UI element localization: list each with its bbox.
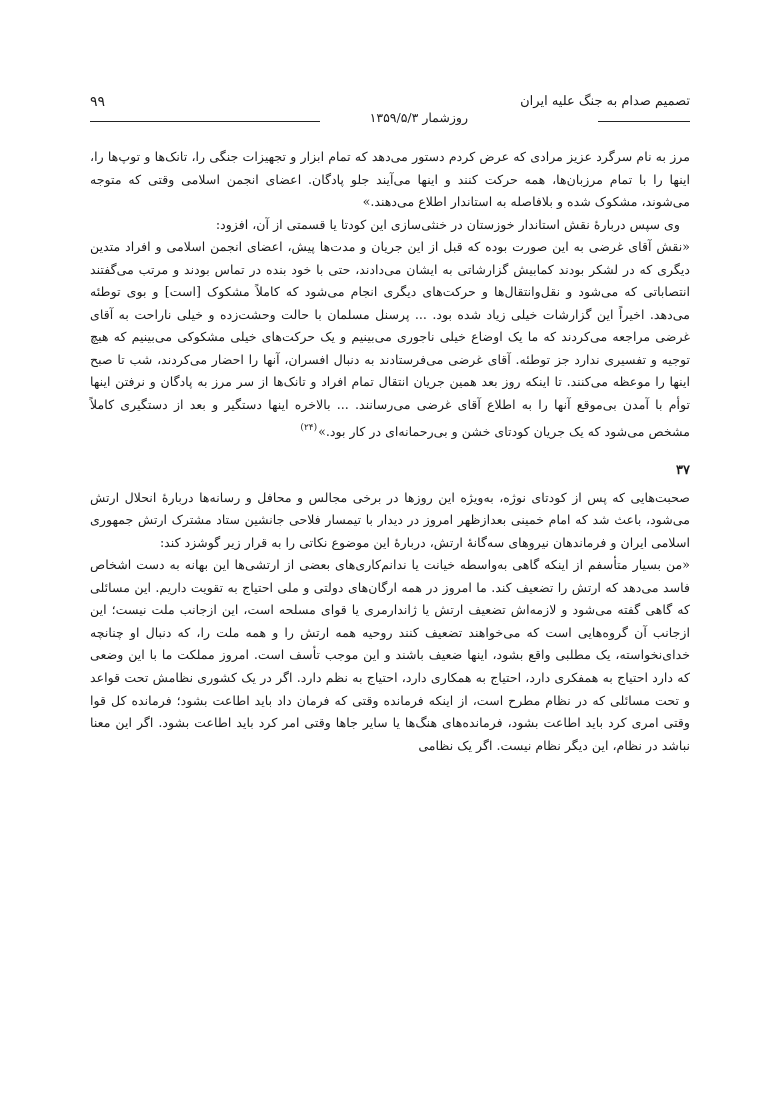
- header-rule: [90, 121, 320, 122]
- section-number: ۳۷: [676, 463, 690, 479]
- quote-paragraph: [90, 236, 690, 443]
- footnote-reference: (۲۴): [300, 422, 318, 433]
- paragraph: وی سپس دربارهٔ نقش استاندار خوزستان در خنثی‌سازی این کودتا یا قسمتی از آن، افزود:: [215, 216, 680, 232]
- header-rule-short: [598, 121, 690, 122]
- quote-paragraph: «من بسیار متأسفم از اینکه گاهی به‌واسطه خیانت یا ندانم‌کاری‌های بعضی از ارتشی‌ها این بهانه به دست اشخاص فاسد می‌دهد که ارتش را تضعیف کند. ما امروز در همه ارگان‌های دولتی و ملی احتیاج به تقویت داریم. این مسائلی که گاهی گفته می‌شود و لازمه‌اش تضعیف ارتش یا ژاندارمری یا قوای مسلحه است، این ازجانب ملت نیست؛ این ازجانب آن گروه‌هایی است که می‌خواهند تضعیف کنند روحیه همه ارتش را و همه ملت را، که دنبال او چنانچه خدای‌نخواسته، یک مطلبی واقع بشود، اینها ضعیف باشند و این موجب تأسف است. امروز مملکت ما با این وضعی که دارد احتیاج به همفکری دارد، احتیاج به همکاری دارد، احتیاج به نظم دارد. اگر در یک کشوری نظامش تحت قواعد و تحت مسائلی که در نظام مطرح است، از اینکه فرمانده وقتی که فرمان داد باید اطاعت بشود؛ فرمانده کل قوا وقتی امری کرد باید اطاعت بشود، فرمانده‌های هنگ‌ها یا سایر جاها وقتی امر کرد باید اطاعت بشود. اگر این معنا نباشد در نظام، این دیگر نظام نیست. اگر یک نظامی: [90, 557, 690, 753]
- running-head: [90, 94, 690, 124]
- page-number: ۹۹: [90, 94, 106, 110]
- paragraph: صحبت‌هایی که پس از کودتای نوژه، به‌ویژه این روزها در برخی مجالس و محافل و رسانه‌ها دربارهٔ انحلال ارتش می‌شود، باعث شد که امام خمینی بعدازظهر امروز در دیدار با تیمسار فلاحی جانشین ستاد مشترک ارتش جمهوری اسلامی ایران و فرماندهان نیروهای سه‌گانهٔ ارتش، دربارهٔ این موضوع نکاتی را به قرار زیر گوشزد کند:: [90, 489, 690, 550]
- paragraph: مرز به نام سرگرد عزیز مرادی که عرض کردم دستور می‌دهد که تمام ابزار و تجهیزات جنگی را، تانک‌ها و توپ‌ها را، اینها را با تمام مرزبان‌ها، همه حرکت کنند و اینها می‌آیند جلو پادگان. اعضای انجمن اسلامی وقتی که متوجه می‌شوند، مشکوک شده و بلافاصله به استاندار اطلاع می‌دهند.»: [90, 149, 690, 210]
- body-text: [90, 146, 690, 757]
- quote-text: «نقش آقای غرضی به این صورت بوده که قبل از این جریان و مدت‌ها پیش، اعضای انجمن اسلامی و افراد متدین دیگری که در لشکر بودند کمابیش گزارشاتی به ایشان می‌دادند، حتی با خود بنده در تماس بودند و مرتب می‌گفتند انتصاباتی که می‌شود و نقل‌وانتقال‌ها و حرکت‌های دیگری انجام می‌شود که کاملاً مشکوک [است] و بوی توطئه می‌دهد. اخیراً این گزارشات خیلی زیاد شده بود. ... پرسنل مسلمان با حالت وحشت‌زده و خیلی ناراحت به آقای غرضی مراجعه می‌کردند که ما یک اوضاع خیلی ناجوری می‌بینیم و یک حرکت‌های خیلی مشکوکی می‌بینیم که هیچ توجیه و تفسیری ندارد جز توطئه. آقای غرضی می‌فرستادند به دنبال افسران، آنها را احضار می‌کردند، شب تا صبح اینها را موعظه می‌کنند. تا اینکه روز بعد همین جریان انتقال تمام افراد و تانک‌ها از سر مرز به پادگان و نرفتن اینها توأم با آمدن بی‌موقع آنها را به اطلاع آقای غرضی می‌رسانند. ... بالاخره اینها دستگیر و بعد از دستگیری کاملاً مشخص می‌شود که یک جریان کودتای خشن و بی‌رحمانه‌ای در کار بود.»: [90, 239, 690, 439]
- running-head-date: روزشمار ۱۳۵۹/۵/۳: [369, 110, 468, 125]
- running-head-title: تصمیم صدام به جنگ علیه ایران: [520, 94, 690, 109]
